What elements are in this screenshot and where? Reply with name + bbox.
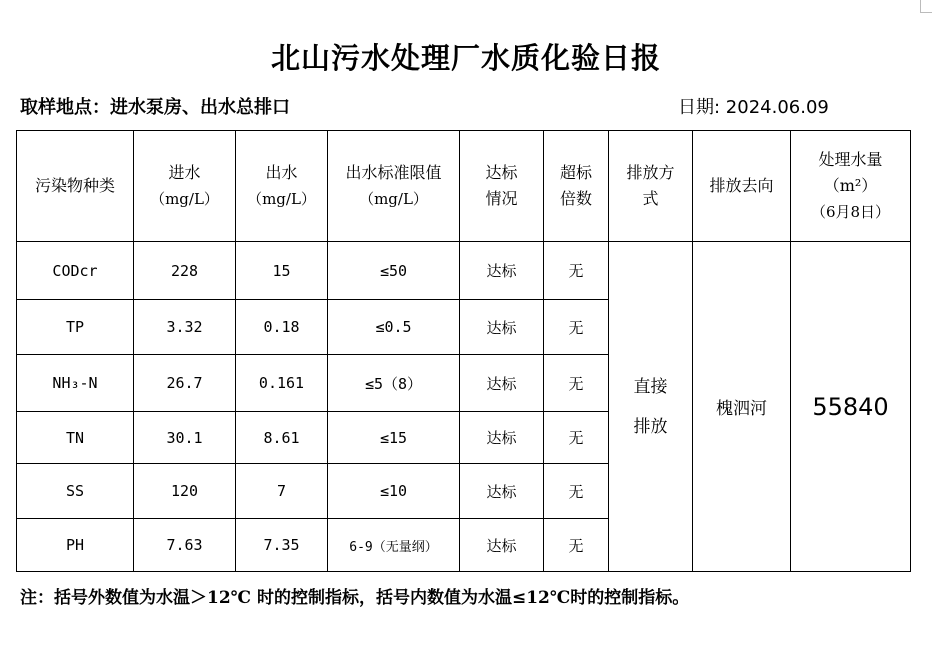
discharge-method-cell: 直接 排放 [609, 242, 693, 572]
sampling-location: 取样地点：进水泵房、出水总排口 [20, 97, 290, 118]
compliance-cell: 达标 [460, 355, 544, 412]
inflow-cell: 26.7 [134, 355, 236, 412]
treated-volume-cell: 55840 [791, 242, 911, 572]
inflow-cell: 30.1 [134, 412, 236, 464]
outflow-cell: 0.18 [236, 300, 328, 355]
page-corner-mark [920, 0, 932, 13]
compliance-cell: 达标 [460, 242, 544, 300]
header-pollutant: 污染物种类 [17, 131, 134, 242]
discharge-destination-cell: 槐泗河 [693, 242, 791, 572]
limit-cell: ≤10 [328, 464, 460, 519]
table-row [17, 242, 911, 300]
pollutant-cell: PH [17, 519, 134, 572]
water-quality-table [16, 130, 911, 572]
header-treated-volume: 处理水量 （m²） （6月8日） [791, 131, 911, 242]
pollutant-cell: CODcr [17, 242, 134, 300]
exceed-cell: 无 [544, 300, 609, 355]
header-compliance: 达标 情况 [460, 131, 544, 242]
report-title: 北山污水处理厂水质化验日报 [270, 41, 661, 75]
outflow-cell: 15 [236, 242, 328, 300]
outflow-cell: 0.161 [236, 355, 328, 412]
outflow-cell: 7 [236, 464, 328, 519]
pollutant-cell: SS [17, 464, 134, 519]
exceed-cell: 无 [544, 519, 609, 572]
table-header-row [17, 131, 911, 242]
compliance-cell: 达标 [460, 519, 544, 572]
exceed-cell: 无 [544, 242, 609, 300]
header-outflow: 出水 （mg/L） [236, 131, 328, 242]
inflow-cell: 7.63 [134, 519, 236, 572]
exceed-cell: 无 [544, 355, 609, 412]
footnote: 注：括号外数值为水温＞12℃ 时的控制指标，括号内数值为水温≤12℃时的控制指标。 [20, 588, 690, 608]
pollutant-cell: NH₃-N [17, 355, 134, 412]
inflow-cell: 120 [134, 464, 236, 519]
header-exceed: 超标 倍数 [544, 131, 609, 242]
exceed-cell: 无 [544, 412, 609, 464]
limit-cell: ≤0.5 [328, 300, 460, 355]
exceed-cell: 无 [544, 464, 609, 519]
header-limit: 出水标准限值 （mg/L） [328, 131, 460, 242]
outflow-cell: 8.61 [236, 412, 328, 464]
pollutant-cell: TP [17, 300, 134, 355]
pollutant-cell: TN [17, 412, 134, 464]
compliance-cell: 达标 [460, 464, 544, 519]
header-discharge-method: 排放方 式 [609, 131, 693, 242]
compliance-cell: 达标 [460, 300, 544, 355]
inflow-cell: 228 [134, 242, 236, 300]
inflow-cell: 3.32 [134, 300, 236, 355]
limit-cell: 6-9（无量纲） [328, 519, 460, 572]
compliance-cell: 达标 [460, 412, 544, 464]
report-date: 日期: 2024.06.09 [678, 97, 829, 118]
header-inflow: 进水 （mg/L） [134, 131, 236, 242]
header-discharge-destination: 排放去向 [693, 131, 791, 242]
limit-cell: ≤15 [328, 412, 460, 464]
limit-cell: ≤5（8） [328, 355, 460, 412]
limit-cell: ≤50 [328, 242, 460, 300]
outflow-cell: 7.35 [236, 519, 328, 572]
